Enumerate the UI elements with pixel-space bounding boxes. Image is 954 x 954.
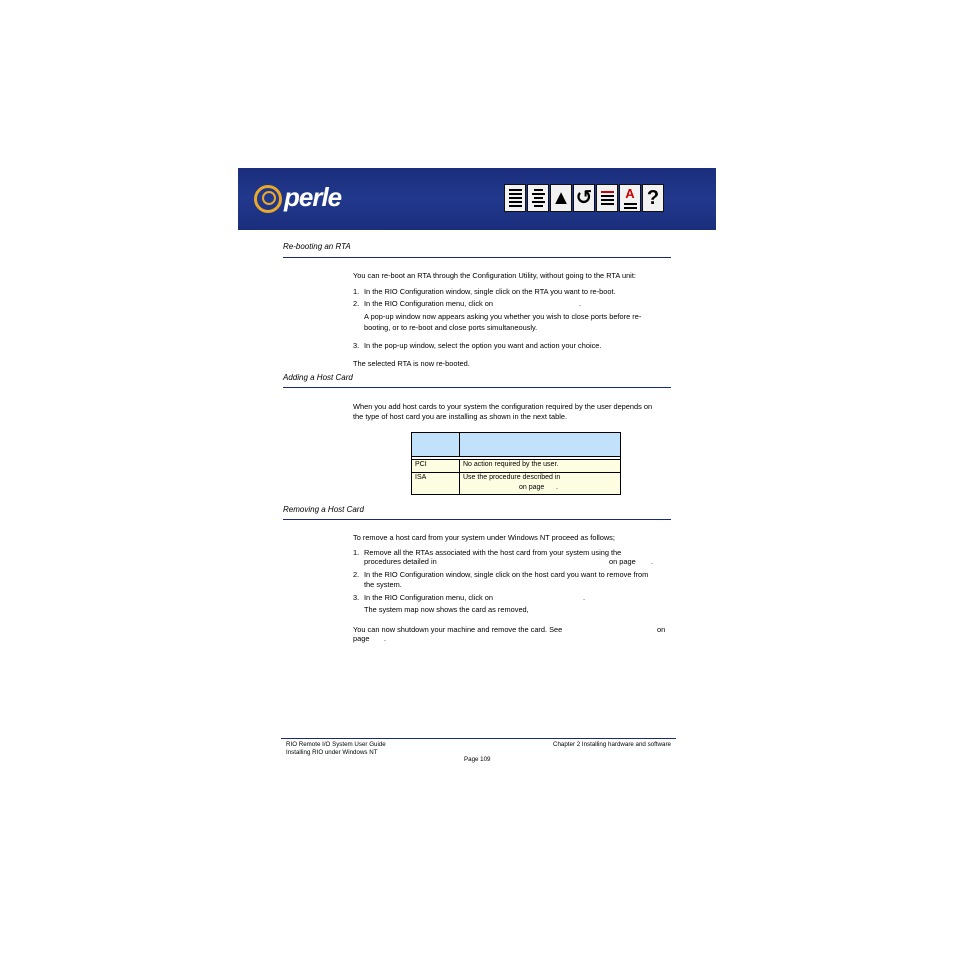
step-number: 2. bbox=[353, 299, 360, 308]
adding-para-line2: the type of host card you are installing as shown in the next table. bbox=[353, 412, 568, 421]
back-icon[interactable] bbox=[573, 184, 595, 212]
footer-guide-title: RIO Remote I/O System User Guide bbox=[286, 741, 386, 748]
table-header bbox=[411, 432, 621, 457]
footer-page-number: Page 109 bbox=[464, 756, 491, 763]
first-page-icon[interactable] bbox=[550, 184, 572, 212]
host-card-table bbox=[411, 432, 621, 495]
table-row bbox=[411, 473, 621, 495]
removing-step-1-line1: Remove all the RTAs associated with the host card from your system using the bbox=[364, 548, 622, 557]
step-number: 2. bbox=[353, 570, 360, 579]
table-cell-type: PCI bbox=[412, 460, 460, 472]
section-rule bbox=[283, 519, 671, 520]
font-icon[interactable] bbox=[619, 184, 641, 212]
step-number: 3. bbox=[353, 341, 360, 350]
section-rule bbox=[283, 387, 671, 388]
perle-logo-text: perle bbox=[284, 182, 342, 212]
removing-step-1-line2: procedures detailed in bbox=[364, 557, 437, 566]
removing-intro: To remove a host card from your system under Windows NT proceed as follows; bbox=[353, 533, 615, 542]
section-rule bbox=[283, 257, 671, 258]
table-cell-action-onpage: on page bbox=[519, 484, 545, 491]
font-glyph: A bbox=[625, 186, 635, 201]
step-number: 1. bbox=[353, 548, 360, 557]
table-cell-action bbox=[460, 473, 620, 494]
help-glyph: ? bbox=[646, 187, 660, 209]
adding-para-line1: When you add host cards to your system the configuration required by the user depends on bbox=[353, 402, 653, 411]
step-number: 1. bbox=[353, 287, 360, 296]
removing-step-1-onpage: on page bbox=[609, 557, 636, 566]
rebooting-intro: You can re-boot an RTA through the Configuration Utility, without going to the RTA unit: bbox=[353, 271, 636, 280]
table-cell-action-line1: Use the procedure described in bbox=[463, 474, 561, 481]
removing-step-3: In the RIO Configuration menu, click on bbox=[364, 593, 493, 602]
rebooting-note-line2: booting, or to re-boot and close ports simultaneously. bbox=[364, 323, 538, 332]
removing-step-3-trail: . bbox=[583, 593, 586, 602]
document-icon[interactable] bbox=[596, 184, 618, 212]
table-cell-action: No action required by the user. bbox=[463, 461, 559, 468]
rebooting-step-2-trail: . bbox=[579, 299, 582, 308]
rebooting-step-3: In the pop-up window, select the option you want and action your choice. bbox=[364, 341, 602, 350]
help-icon[interactable] bbox=[642, 184, 664, 212]
rebooting-step-1: In the RIO Configuration window, single click on the RTA you want to re-boot. bbox=[364, 287, 616, 296]
perle-logo-inner bbox=[262, 191, 276, 205]
footer-rule bbox=[281, 738, 676, 739]
back-glyph: ↺ bbox=[575, 187, 593, 209]
section-heading-rebooting: Re-booting an RTA bbox=[283, 242, 351, 251]
removing-final-line1: You can now shutdown your machine and remove the card. See bbox=[353, 625, 563, 634]
footer-section-title: Installing RIO under Windows NT bbox=[286, 749, 378, 756]
step-number: 3. bbox=[353, 593, 360, 602]
removing-final-line2: page bbox=[353, 634, 370, 643]
rebooting-step-2: In the RIO Configuration menu, click on bbox=[364, 299, 493, 308]
table-cell-action-trail: . bbox=[556, 484, 558, 491]
removing-step-2-line2: the system. bbox=[364, 580, 402, 589]
section-heading-removing: Removing a Host Card bbox=[283, 505, 364, 514]
table-cell-type: ISA bbox=[412, 473, 460, 494]
rebooting-result: The selected RTA is now re-booted. bbox=[353, 359, 470, 368]
contents-icon[interactable] bbox=[504, 184, 526, 212]
rebooting-note-line1: A pop-up window now appears asking you whether you wish to close ports before re- bbox=[364, 312, 642, 321]
removing-final-on: on bbox=[657, 625, 666, 634]
removing-step-1-trail: . bbox=[651, 557, 654, 566]
section-heading-adding: Adding a Host Card bbox=[283, 373, 353, 382]
removing-final-trail: . bbox=[384, 634, 387, 643]
footer-chapter: Chapter 2 Installing hardware and software bbox=[553, 741, 671, 748]
table-row bbox=[411, 459, 621, 473]
first-page-glyph: ▲ bbox=[551, 187, 571, 209]
removing-note: The system map now shows the card as removed, bbox=[364, 605, 529, 614]
header-banner bbox=[238, 168, 716, 230]
index-icon[interactable] bbox=[527, 184, 549, 212]
removing-step-2-line1: In the RIO Configuration window, single click on the host card you want to remove from bbox=[364, 570, 649, 579]
